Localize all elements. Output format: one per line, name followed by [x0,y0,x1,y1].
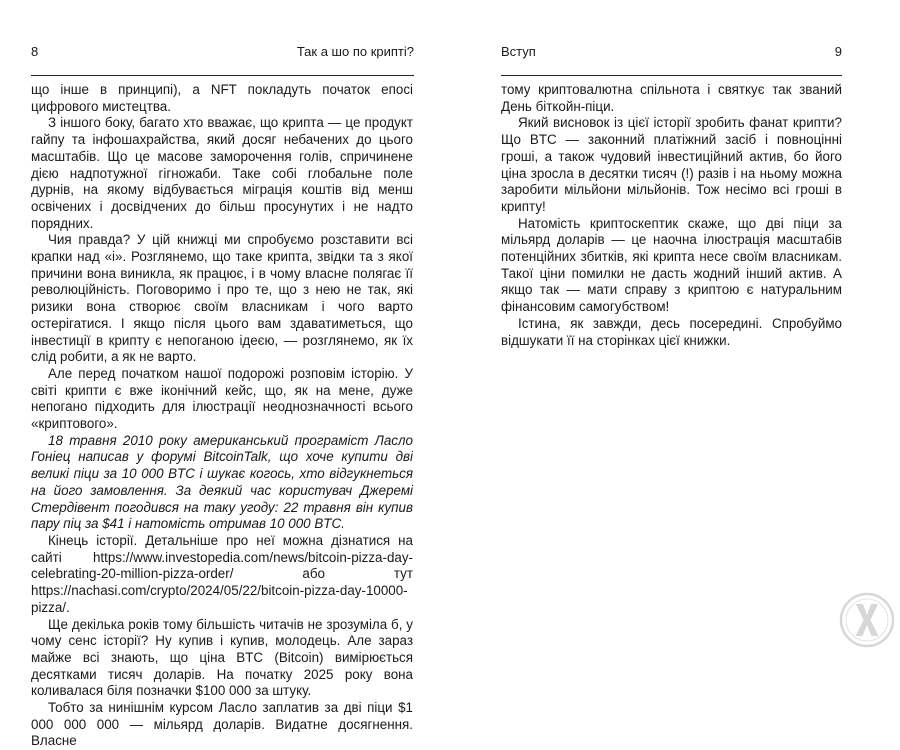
left-page-body [31,82,413,750]
header-rule [31,75,414,76]
x-letter-circle-icon [838,591,896,649]
paragraph: Натомість криптоскептик скаже, що дві піци за мільярд доларів — це наочна ілюстрація масштабів потенційних збитків, які крипта несе своїм власникам. Такої ціни помилки не дасть жодний інший актив. А якщо так — мати справу з криптою є натуральним фінансовим самогубством! [501,215,842,315]
paragraph: Але перед початком нашої подорожі розповім історію. У світі крипти є вже іконічний кейс, що, як на мене, дуже непогано підходить для ілюстрації неоднозначності всього «криптового». [31,365,413,432]
paragraph: Ще декілька років тому більшість читачів не зрозуміла б, у чому сенс історії? Ну купив і купив, молодець. Але зараз майже всі знають, що ціна BTC (Bitcoin) вимірюється десятками тисяч доларів. На початку 2025 року вона коливалася біля позначки $100 000 за штуку. [31,616,413,699]
header-rule [501,75,842,76]
running-title: Вступ [501,44,536,59]
paragraph: Істина, як завжди, десь посередині. Спробуймо відшукати її на сторінках цієї книжки. [501,315,842,348]
right-page-body [501,82,842,349]
paragraph: Чия правда? У цій книжці ми спробуємо розставити всі крапки над «і». Розглянемо, що таке крипта, звідки та з якої причини вона виникла, як працює, і в чому власне полягає її революційність. Поговоримо і про те, що з нею не так, які ризики вона створює своїм власникам і чого варто остерігатися. І якщо після цього вам здаватиметься, що інвестиції в крипту є непоганою ідеєю, — розглянемо, як їх слід робити, а як не варто. [31,232,413,365]
paragraph: Кінець історії. Детальніше про неї можна дізнатися на сайті https://www.investopedia.com/news/bitcoin-pizza-day-celebrating-20-million-pizza-order/ або тут https://nachasi.com/crypto/2024/05/22/bitcoin-pizza-day-10000-pizza/. [31,532,413,615]
paragraph: З іншого боку, багато хто вважає, що крипта — це продукт гайпу та інфошахрайства, який досяг небачених до цього масштабів. Що це масове заморочення голів, спричинене дією надпотужної гігножаби. Таке собі глобальне поле дурнів, на якому відбувається міграція коштів від менш освічених і досвідчених до більш просунутих і не надто порядних. [31,115,413,231]
page-number: 8 [31,44,39,59]
paragraph: Який висновок із цієї історії зробить фанат крипти? Що BTC — законний платіжний засіб і повноцінні гроші, а також чудовий інвестиційний актив, бо його ціна зросла в десятки тисяч (!) разів і на ньому можна заробити мільйони мільйонів. Тож несімо всі гроші в крипту! [501,115,842,214]
running-title: Так а шо по крипті? [296,44,414,59]
paragraph: тому криптовалютна спільнота і святкує так званий День біткойн-піци. [501,82,842,114]
paragraph: Тобто за нинішнім курсом Ласло заплатив за дві піци $1 000 000 000 — мільярд доларів. Видатне досягнення. Власне [31,700,413,749]
paragraph: що інше в принципі), а NFT покладуть початок епосі цифрового мистецтва. [31,82,413,114]
quoted-story: 18 травня 2010 року американський програміст Ласло Гоніец написав у форумі BitcoinTalk, що хоче купити дві великі піци за 10 000 BTC і шукає когось, хто відгукнеться на його замовлення. За деякий час користувач Джеремі Стердівент погодився на таку угоду: 22 травня він купив пару піц за $41 і натомість отримав 10 000 BTC. [31,432,413,532]
page-number: 9 [834,44,842,59]
